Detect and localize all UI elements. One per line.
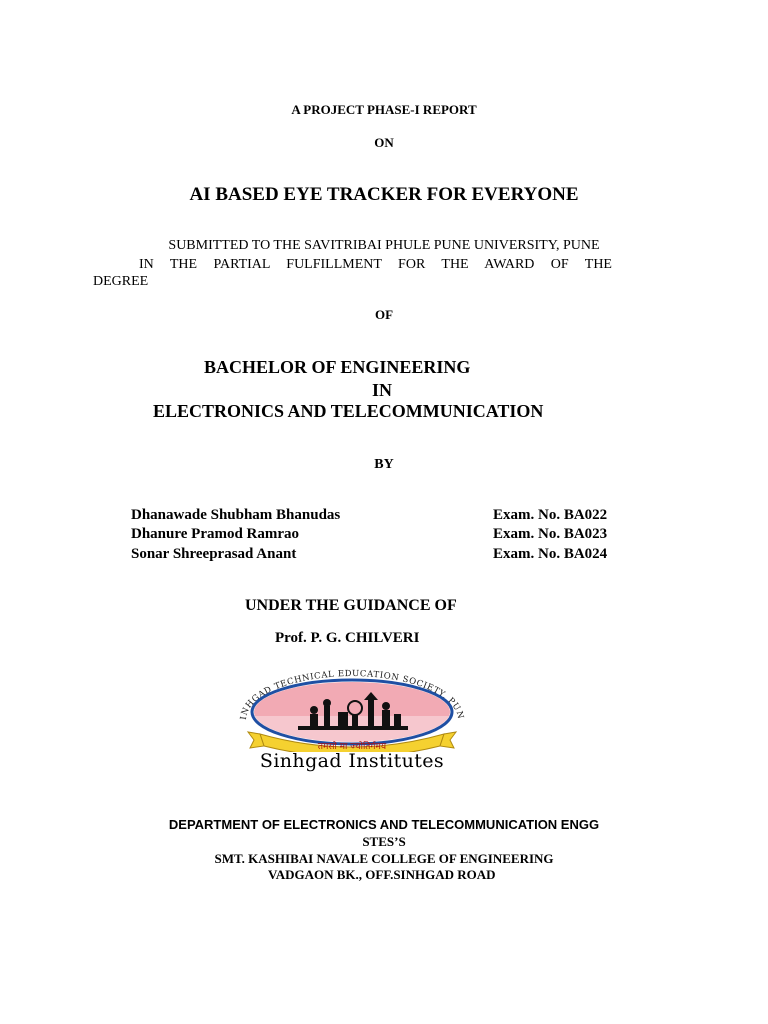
student-exam-no: Exam. No. BA022: [493, 507, 608, 523]
guidance-label: UNDER THE GUIDANCE OF: [245, 597, 457, 614]
logo-arc-text: INHGAD TECHNICAL EDUCATION SOCIETY, PUN: [238, 668, 466, 721]
project-title: AI BASED EYE TRACKER FOR EVERYONE: [189, 184, 579, 205]
degree-line-1: BACHELOR OF ENGINEERING: [204, 357, 471, 377]
college-address: VADGAON BK., OFF.SINHGAD ROAD: [268, 867, 496, 882]
degree-line-3: ELECTRONICS AND TELECOMMUNICATION: [153, 401, 544, 421]
submitted-line-1: SUBMITTED TO THE SAVITRIBAI PHULE PUNE UNIVERSITY, PUNE: [168, 238, 600, 253]
by-label: BY: [374, 457, 394, 472]
guide-name: Prof. P. G. CHILVERI: [275, 630, 420, 646]
student-name: Dhanawade Shubham Bhanudas: [131, 507, 341, 523]
student-name: Dhanure Pramod Ramrao: [131, 526, 300, 542]
report-type-line: A PROJECT PHASE-I REPORT: [291, 102, 477, 117]
sinhgad-logo: [228, 668, 476, 778]
department-line-2: STES’S: [362, 834, 406, 849]
degree-line-2: IN: [372, 380, 393, 400]
submitted-line-3: DEGREE: [93, 274, 149, 289]
on-label: ON: [374, 135, 394, 150]
student-exam-no: Exam. No. BA024: [493, 546, 608, 562]
college-name: SMT. KASHIBAI NAVALE COLLEGE OF ENGINEERING: [214, 851, 554, 866]
student-exam-no: Exam. No. BA023: [493, 526, 608, 542]
logo-wordmark: Sinhgad Institutes: [259, 750, 445, 772]
logo-ribbon-text: तमसो मा ज्योतिर्गमय: [317, 742, 387, 752]
submitted-line-2: IN THE PARTIAL FULFILLMENT FOR THE AWARD OF THE: [139, 257, 612, 272]
sinhgad-emblem-icon: [228, 668, 476, 752]
of-label: OF: [374, 307, 394, 322]
student-name: Sonar Shreeprasad Anant: [131, 546, 297, 562]
department-line-1: DEPARTMENT OF ELECTRONICS AND TELECOMMUNICATION ENGG: [168, 817, 600, 832]
